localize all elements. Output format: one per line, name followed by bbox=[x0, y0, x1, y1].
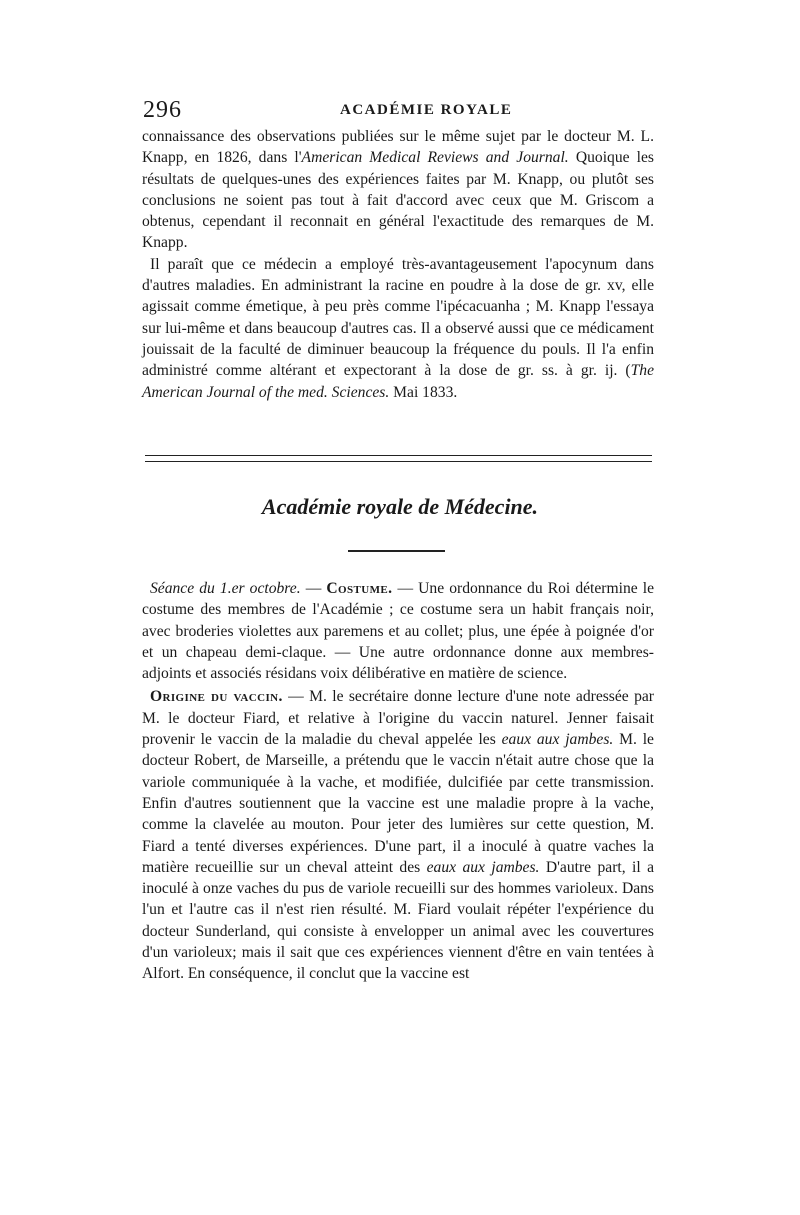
origine-label: Origine du vaccin. bbox=[150, 688, 283, 706]
text-block-top bbox=[142, 126, 654, 403]
journal-title: The American Journal of the med. Sciences. bbox=[142, 362, 654, 401]
section-title: Académie royale de Médecine. bbox=[261, 494, 539, 519]
text-run: — bbox=[300, 580, 327, 597]
text-run: Quoique les résultats de quelques-unes des expériences faites par M. Knapp, ou plutôt ses conclusions ne soient pas tout à fait d'accord avec ceux que M. Griscom a obtenus, cependant il reconnait en général l'exactitude des remarques de M. Knapp. bbox=[142, 149, 654, 252]
costume-label: Costume. bbox=[326, 580, 393, 597]
page-number: 296 bbox=[143, 97, 182, 123]
running-head: ACADÉMIE ROYALE bbox=[340, 102, 513, 118]
text-run: connaissance des observations publiées sur le même sujet par le docteur M. L. Knapp, en 1826, dans l' bbox=[142, 128, 654, 167]
seance-date: Séance du 1.er octobre. bbox=[150, 580, 301, 597]
text-run: — Une ordonnance du Roi détermine le costume des membres de l'Académie ; ce costume sera un habit français noir, avec broderies violettes aux paremens et au collet; plus, une épée à poignée d'or et un chapeau demi-claque. — Une autre ordonnance donne aux membres-adjoints et associés résidans voix délibérative en matière de science. bbox=[142, 580, 654, 683]
paragraph-knapp-observations bbox=[142, 126, 654, 254]
page-header bbox=[140, 97, 660, 127]
text-run: Mai 1833. bbox=[389, 383, 458, 401]
italic-term: eaux aux jambes. bbox=[426, 858, 540, 876]
text-run: — M. le secrétaire donne lecture d'une note adressée par M. le docteur Fiard, et relative à l'origine du vaccin naturel. Jenner faisait provenir le vaccin de la maladie du cheval appelée les bbox=[142, 688, 654, 749]
text-run: Il paraît que ce médecin a employé très-avantageusement l'apocynum dans d'autres maladies. En administrant la racine en poudre à la dose de gr. xv, elle agissait comme émetique, à peu près comme l'ipécacuanha ; M. Knapp l'essaya sur lui-même et dans beaucoup d'autres cas. Il a observé aussi que ce médicament jouissait de la faculté de diminuer beaucoup la fréquence du pouls. Il l'a enfin administré comme altérant et expectorant à la dose de gr. ss. à gr. ij. ( bbox=[142, 255, 654, 380]
paragraph-costume bbox=[142, 578, 654, 684]
title-underline-rule bbox=[348, 550, 445, 552]
text-block-seance bbox=[142, 578, 654, 985]
section-divider-double-rule bbox=[145, 455, 652, 462]
text-run: M. le docteur Robert, de Marseille, a prétendu que le vaccin n'était autre chose que la variole communiquée à la vache, et modifiée, dulcifiée par cette transmission. Enfin d'autres soutiennent que la vaccine est une maladie propre à la vache, comme la clavelée au mouton. Pour jeter des lumières sur cette question, M. Fiard a tenté diverses expériences. D'une part, il a inoculé à quatre vaches la matière recueillie sur un cheval atteint des bbox=[142, 731, 654, 876]
italic-term: eaux aux jambes. bbox=[501, 731, 614, 749]
journal-title: American Medical Reviews and Journal. bbox=[301, 149, 569, 167]
paragraph-origine-vaccin bbox=[142, 686, 654, 984]
paragraph-apocynum bbox=[142, 254, 654, 403]
text-run: D'autre part, il a inoculé à onze vaches du pus de variole recueilli sur des hommes varioleux. Dans l'un et l'autre cas il n'est rien résulté. M. Fiard voulait répéter l'expérience du docteur Sunderland, qui consiste à envelopper un animal avec les couvertures d'un varioleux; mais il sait que ces expériences viennent d'être en vain tentées à Alfort. En conséquence, il conclut que la vaccine est bbox=[142, 858, 654, 983]
